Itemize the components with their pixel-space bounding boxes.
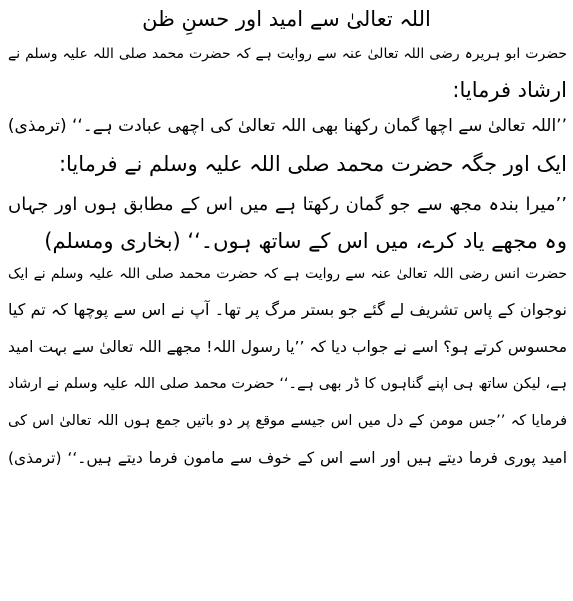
text-line: حضرت ابو ہریرہ رضی اللہ تعالیٰ عنہ سے روایت ہے کہ حضرت محمد صلی اللہ علیہ وسلم نے	[8, 46, 567, 62]
quote-line: ’’اللہ تعالیٰ سے اچھا گمان رکھنا بھی اللہ تعالیٰ کی اچھی عبادت ہے۔‘‘ (ترمذی)	[8, 116, 567, 136]
text-line: امید پوری فرما دیتے ہیں اور اسے اس کے خوف سے مامون فرما دیتے ہیں۔‘‘ (ترمذی)	[8, 449, 567, 467]
text-line: حضرت انس رضی اللہ تعالیٰ عنہ سے روایت ہے کہ حضرت محمد صلی اللہ علیہ وسلم نے ایک	[8, 266, 567, 282]
text-line: ہے، لیکن ساتھ ہی اپنے گناہوں کا ڈر بھی ہے۔‘‘ حضرت محمد صلی اللہ علیہ وسلم نے ارشاد	[8, 376, 567, 392]
quote-line: ’’میرا بندہ مجھ سے جو گمان رکھتا ہے میں اس کے مطابق ہوں اور جہاں	[8, 194, 567, 215]
text-line: ارشاد فرمایا:	[452, 78, 567, 102]
text-line: نوجوان کے پاس تشریف لے گئے جو بستر مرگ پر تھا۔ آپ نے اس سے پوچھا کہ تم کیا	[8, 300, 567, 319]
text-line: محسوس کرتے ہو؟ اسے نے جواب دیا کہ ’’یا رسول اللہ! مجھے اللہ تعالیٰ سے بہت امید	[8, 338, 567, 356]
text-line: ایک اور جگہ حضرت محمد صلی اللہ علیہ وسلم نے فرمایا:	[58, 152, 567, 176]
text-line: فرمایا کہ ’’جس مومن کے دل میں اس جیسے موقع پر دو باتیں جمع ہوں اللہ تعالیٰ اس کی	[8, 413, 567, 429]
quote-line: وہ مجھے یاد کرے، میں اس کے ساتھ ہوں۔‘‘ (بخاری ومسلم)	[44, 229, 567, 253]
page-title: اللہ تعالیٰ سے امید اور حسنِ ظن	[142, 7, 431, 31]
